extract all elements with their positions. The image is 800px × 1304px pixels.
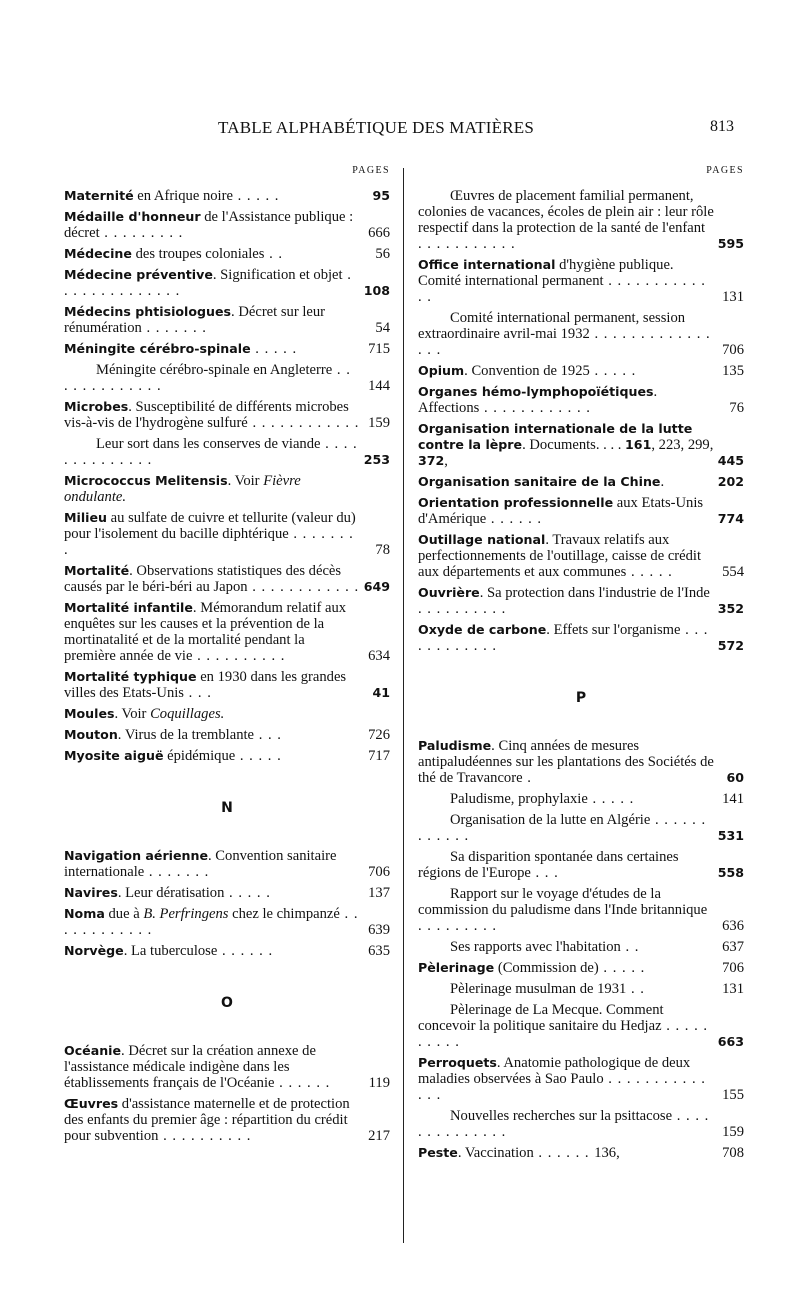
entry-body [64,188,360,204]
index-entry [64,1096,390,1144]
entry-text: au sulfate de cuivre et tellurite (valeur du) pour l'isolement du bacille diphtérique [64,510,356,542]
entry-body [418,1145,714,1161]
index-entry [418,384,744,416]
leader-dots: . . . [183,685,212,701]
entry-body [64,267,360,299]
entry-text: Méningite cérébro-spinale en Angleterre [96,362,333,378]
entry-headword: Médecine [64,246,132,261]
leader-dots: . . . . . [587,791,635,807]
index-entry [418,960,744,976]
entry-body [64,848,360,880]
entry-text: . Mémorandum relatif aux enquêtes sur les causes et la prévention de la mortinatalité et de la mortalité pendant la première année de vie [64,600,347,664]
entry-bold-page: 372 [418,453,445,468]
left-column [64,163,390,1149]
entry-text: aux Etats-Unis d'Amérique [418,495,704,527]
leader-dots: . . . . . . [486,511,543,527]
page-ref: 56 [375,246,390,262]
entry-text: d'assistance maternelle et de protection des enfants du premier âge : répartition du crédit pour subvention [64,1096,350,1144]
leader-dots: . . . . . [224,885,271,901]
entry-text: Nouvelles recherches sur la psittacose [450,1108,673,1124]
page-ref: 649 [363,579,390,594]
leader-dots: . [522,770,532,786]
page-ref: 202 [717,474,744,489]
entry-headword: Perroquets [418,1055,497,1070]
entry-text: Sa disparition spontanée dans certaines régions de l'Europe [418,849,679,881]
index-entry [418,310,744,358]
index-entry [418,188,744,252]
section-letter-o: O [221,995,233,1011]
entry-text: . Signification et objet [212,267,343,283]
entry-body [418,960,714,976]
entry-text: . Convention de 1925 [464,363,590,379]
entry-text: . Voir [114,706,151,722]
entry-text: . Documents. . . . [522,437,626,453]
page-ref: 131 [722,981,744,997]
entry-text: 136, [594,1145,620,1161]
entry-body [418,981,714,997]
entry-text: Leur sort dans les conserves de viande [96,436,321,452]
entry-headword: Moules [64,706,115,721]
entry-headword: Méningite cérébro-spinale [64,341,251,356]
leader-dots: . . . . . . . . . . [418,1018,709,1050]
entry-body [418,384,714,416]
page-ref: 531 [717,828,744,843]
index-entry [64,563,390,595]
entry-text: (Commission de) [494,960,599,976]
leader-dots: . . . . . . . . . . [418,601,507,617]
entry-text: . Décret sur leur rénumération [64,304,326,336]
entry-text: Organisation de la lutte en Algérie [450,812,651,828]
index-entry [64,1043,390,1091]
entry-headword: Norvège [64,943,124,958]
page-ref: 445 [717,453,744,468]
entry-body [418,939,714,955]
page-ref: 774 [717,511,744,526]
leader-dots: . . [620,939,640,955]
entry-headword: Organisation internationale de la lutte contre la lèpre [418,421,693,452]
index-entry [64,436,390,468]
page-ref: 639 [368,922,390,938]
page-ref: 717 [368,748,390,764]
entry-headword: Maternité [64,188,134,203]
leader-dots: . . . . . . . . . . . . . [64,362,351,394]
entries-m [64,188,390,764]
index-entry [64,848,390,880]
entry-body [418,310,714,358]
entry-text: épidémique [163,748,236,764]
entry-text: Paludisme, prophylaxie [450,791,588,807]
entry-text: Œuvres de placement familial permanent, colonies de vacances, écoles de plein air : leur rôle respectif dans la protection de la santé de l'enfant [418,188,714,236]
entry-headword: Micrococcus Melitensis [64,473,228,488]
entry-headword: Opium [418,363,465,378]
index-entry [64,727,390,743]
leader-dots: . . . . . . . . . . . . . . [418,1071,706,1103]
entry-body [64,436,360,468]
leader-dots: . . . [530,865,559,881]
page-ref: 159 [368,415,390,431]
page-ref: 76 [729,400,744,416]
entry-text: . Décret sur la création annexe de l'assistance médicale indigène dans les établissements français de l'Océanie [64,1043,316,1091]
entry-text: . Convention sanitaire internationale [64,848,337,880]
index-entry [418,257,744,305]
page-ref: 141 [722,791,744,807]
entry-body [418,1002,714,1050]
entry-headword: Oxyde de carbone [418,622,547,637]
index-entry [418,981,744,997]
entry-body [64,1043,360,1091]
page-ref: 352 [717,601,744,616]
index-entry [418,738,744,786]
entry-text: . Virus de la tremblante [117,727,255,743]
leader-dots: . . . . . [250,341,298,357]
entry-body [64,885,360,901]
leader-dots: . . [264,246,284,262]
leader-dots: . . . . . . . . . [99,225,184,241]
entry-body [64,304,360,336]
entry-body [64,399,360,431]
index-entry [418,886,744,934]
page-number: 813 [710,118,734,135]
entry-text: . Affections [418,384,658,416]
entry-body [418,812,714,844]
index-entry [418,1108,744,1140]
entry-body [418,532,714,580]
index-entry [418,421,744,469]
entry-italic: B. Perfringens [143,906,229,922]
entries-p [418,738,744,1161]
leader-dots: . . . . . [589,363,637,379]
page-ref: 726 [368,727,390,743]
entry-body [64,246,360,262]
index-entry [418,939,744,955]
page-ref: 706 [722,960,744,976]
entry-body [64,362,360,394]
entry-text: d'hygiène publique. Comité international permanent [418,257,674,289]
entry-text: . Leur dératisation [117,885,225,901]
page-ref: 715 [368,341,390,357]
entry-text: . Voir [227,473,264,489]
index-entry [418,812,744,844]
index-entry [64,600,390,664]
entry-headword: Organes hémo-lymphopoïétiques [418,384,654,399]
page-ref: 108 [363,283,390,298]
entry-body [418,421,714,469]
index-entry [418,1002,744,1050]
entry-headword: Navigation aérienne [64,848,208,863]
index-entry [64,362,390,394]
entry-text: . Cinq années de mesures antipaludéennes sur les plantations des Sociétés de thé de Travancore [418,738,714,786]
page-ref: 635 [368,943,390,959]
leader-dots: . . . . . . . . . . [192,648,286,664]
entry-headword: Organisation sanitaire de la Chine [418,474,661,489]
entries-o-cont [418,188,744,654]
index-entry [64,473,390,505]
entry-headword: Peste [418,1145,458,1160]
entry-text: , 223, 299, [651,437,714,453]
leader-dots: . . . [254,727,282,743]
page-ref: 78 [375,542,390,558]
page-ref: 41 [372,685,390,700]
leader-dots: . . . . . . . . . . . . . . [64,267,352,299]
leader-dots: . . . . . . . . . [418,918,498,934]
index-entry [418,532,744,580]
page-header [0,118,800,140]
leader-dots: . . . . . [235,748,282,764]
index-entry [64,906,390,938]
entry-body [64,563,360,595]
page-ref: 95 [372,188,390,203]
leader-dots: . . . . . . . . . . . . [479,400,591,416]
entry-body [64,727,360,743]
right-column [418,163,744,1166]
page-ref: 637 [722,939,744,955]
page-ref: 666 [368,225,390,241]
entry-headword: Navires [64,885,118,900]
leader-dots: . . . . . . . . . . . . . . [418,1108,710,1140]
page-ref: 131 [722,289,744,305]
index-entry [418,791,744,807]
entry-headword: Œuvres [64,1096,119,1111]
entries-o [64,1043,390,1144]
entry-headword: Océanie [64,1043,122,1058]
page-ref: 60 [726,770,744,785]
index-entry [64,885,390,901]
index-entry [64,188,390,204]
entry-headword: Médecine préventive [64,267,213,282]
leader-dots: . . . . . . . [141,320,207,336]
pages-label: PAGES [352,165,390,176]
entry-body [64,748,360,764]
page-ref: 558 [717,865,744,880]
entry-body [418,886,714,934]
entry-text: . Vaccination [457,1145,534,1161]
entry-body [418,363,714,379]
leader-dots: . . . . . . . . . . . [418,236,516,252]
leader-dots: . . . . . . . . [64,526,354,558]
leader-dots: . . . . . . [533,1145,595,1161]
entry-headword: Outillage national [418,532,546,547]
entry-text: Pèlerinage de La Mecque. Comment concevoir la politique sanitaire du Hedjaz [418,1002,664,1034]
index-entry [418,363,744,379]
entry-body [64,473,360,505]
page-ref: 119 [368,1075,390,1091]
entry-text: Comité international permanent, session extraordinaire avril-mai 1932 [418,310,686,342]
entry-body [418,188,714,252]
entry-body [64,669,360,701]
index-entry [418,1145,744,1161]
page-ref: 708 [722,1145,744,1161]
leader-dots: . . . . . . . . . . . . . [418,273,706,305]
leader-dots: . . . . . . . [144,864,210,880]
entry-headword: Médaille d'honneur [64,209,201,224]
index-entry [418,474,744,490]
page-ref: 572 [717,638,744,653]
index-entry [64,399,390,431]
entry-headword: Médecins phtisiologues [64,304,232,319]
section-letter-n: N [221,800,233,816]
entry-headword: Microbes [64,399,129,414]
entry-body [418,849,714,881]
leader-dots: . . . . . [598,960,646,976]
entry-text: des troupes coloniales [131,246,265,262]
index-entry [64,304,390,336]
entry-body [64,1096,360,1144]
entry-headword: Myosite aiguë [64,748,164,763]
entry-text: en 1930 dans les grandes villes des Etats-Unis [64,669,347,701]
entry-headword: Ouvrière [418,585,480,600]
leader-dots: . . . . . . . . . . [158,1128,252,1144]
leader-dots: . . . . . . . . . . . . . . [64,436,358,468]
entry-text: . Susceptibilité de différents microbes vis-à-vis de l'hydrogène sulfuré [64,399,349,431]
entry-body [64,209,360,241]
entry-body [64,510,360,558]
entry-text: due à [104,906,144,922]
entry-body [64,706,360,722]
entry-text: . Observations statistiques des décès causés par le béri-béri au Japon [64,563,342,595]
entry-body [64,943,360,959]
leader-dots: . . [626,981,645,997]
index-entry [64,246,390,262]
entry-text: de l'Assistance publique : décret [64,209,354,241]
leader-dots: . . . . . . [274,1075,331,1091]
index-entry [64,510,390,558]
index-entry [64,706,390,722]
page-ref: 636 [722,918,744,934]
page-ref: 137 [368,885,390,901]
leader-dots: . . . . . . . . . . . . [64,906,359,938]
section-letter-p: P [575,690,587,706]
leader-dots: . . . . . [232,188,280,204]
entry-body [418,585,714,617]
index-entry [418,622,744,654]
pages-label: PAGES [706,165,744,176]
entry-italic: Coquillages. [150,706,225,722]
page-ref: 706 [722,342,744,358]
entry-headword: Mouton [64,727,118,742]
entry-body [64,906,360,938]
page-title: TABLE ALPHABÉTIQUE DES MATIÈRES [218,118,535,137]
column-divider [403,168,404,1243]
index-entry [418,495,744,527]
entry-headword: Paludisme [418,738,492,753]
leader-dots: . . . . . . . . . . . . [418,812,707,844]
index-entry [418,585,744,617]
entry-body [418,474,714,490]
page-ref: 595 [717,236,744,251]
entry-body [418,791,714,807]
index-entry [418,849,744,881]
page-ref: 554 [722,564,744,580]
leader-dots: . . . . . . . . . . . . [418,622,709,654]
page-ref: 663 [717,1034,744,1049]
entry-text: chez le chimpanzé [228,906,340,922]
entry-body [418,1108,714,1140]
entry-headword: Noma [64,906,105,921]
index-entry [64,669,390,701]
entry-body [418,257,714,305]
leader-dots: . . . . . . [217,943,274,959]
entry-headword: Milieu [64,510,107,525]
entry-headword: Pèlerinage [418,960,495,975]
page-ref: 155 [722,1087,744,1103]
entry-headword: Mortalité [64,563,130,578]
entry-text: . La tuberculose [123,943,218,959]
page-ref: 706 [368,864,390,880]
entry-body [418,1055,714,1103]
entry-italic: Fièvre ondulante. [64,473,301,505]
entry-body [418,738,714,786]
page-ref: 159 [722,1124,744,1140]
entry-headword: Office international [418,257,556,272]
page-ref: 144 [368,378,390,394]
entry-headword: Orientation professionnelle [418,495,614,510]
page-ref: 135 [722,363,744,379]
leader-dots: . . . . . . . . . . . . [247,415,360,431]
index-entry [64,267,390,299]
entry-bold-page: 161 [625,437,652,452]
entry-body [418,495,714,527]
entry-body [418,622,714,654]
entry-text: en Afrique noire [133,188,233,204]
entry-text: . Travaux relatifs aux perfectionnements de l'outillage, caisse de crédit aux départements et aux communes [418,532,702,580]
index-entry [64,341,390,357]
index-entry [64,209,390,241]
entry-headword: Mortalité infantile [64,600,193,615]
leader-dots: . . . . . . . . . . . . . . . . [418,326,711,358]
page-ref: 634 [368,648,390,664]
leader-dots: . . . . . [626,564,673,580]
page-ref: 54 [375,320,390,336]
entry-body [64,341,360,357]
leader-dots: . . . . . . . . . . . . [247,579,360,595]
index-entry [64,943,390,959]
entry-text: Pèlerinage musulman de 1931 [450,981,627,997]
index-entry [418,1055,744,1103]
entry-text: . Sa protection dans l'industrie de l'Inde [479,585,710,601]
entry-text: . Effets sur l'organisme [546,622,681,638]
entry-text: Rapport sur le voyage d'études de la commission du paludisme dans l'Inde britannique [418,886,708,918]
entry-headword: Mortalité typhique [64,669,197,684]
entry-body [64,600,360,664]
page-ref: 253 [363,452,390,467]
page-ref: 217 [368,1128,390,1144]
entry-text: Ses rapports avec l'habitation [450,939,621,955]
entry-text: . Anatomie pathologique de deux maladies observées à Sao Paulo [418,1055,691,1087]
entry-text: . [660,474,665,490]
entries-n [64,848,390,959]
index-entry [64,748,390,764]
entry-text: , [444,453,448,469]
